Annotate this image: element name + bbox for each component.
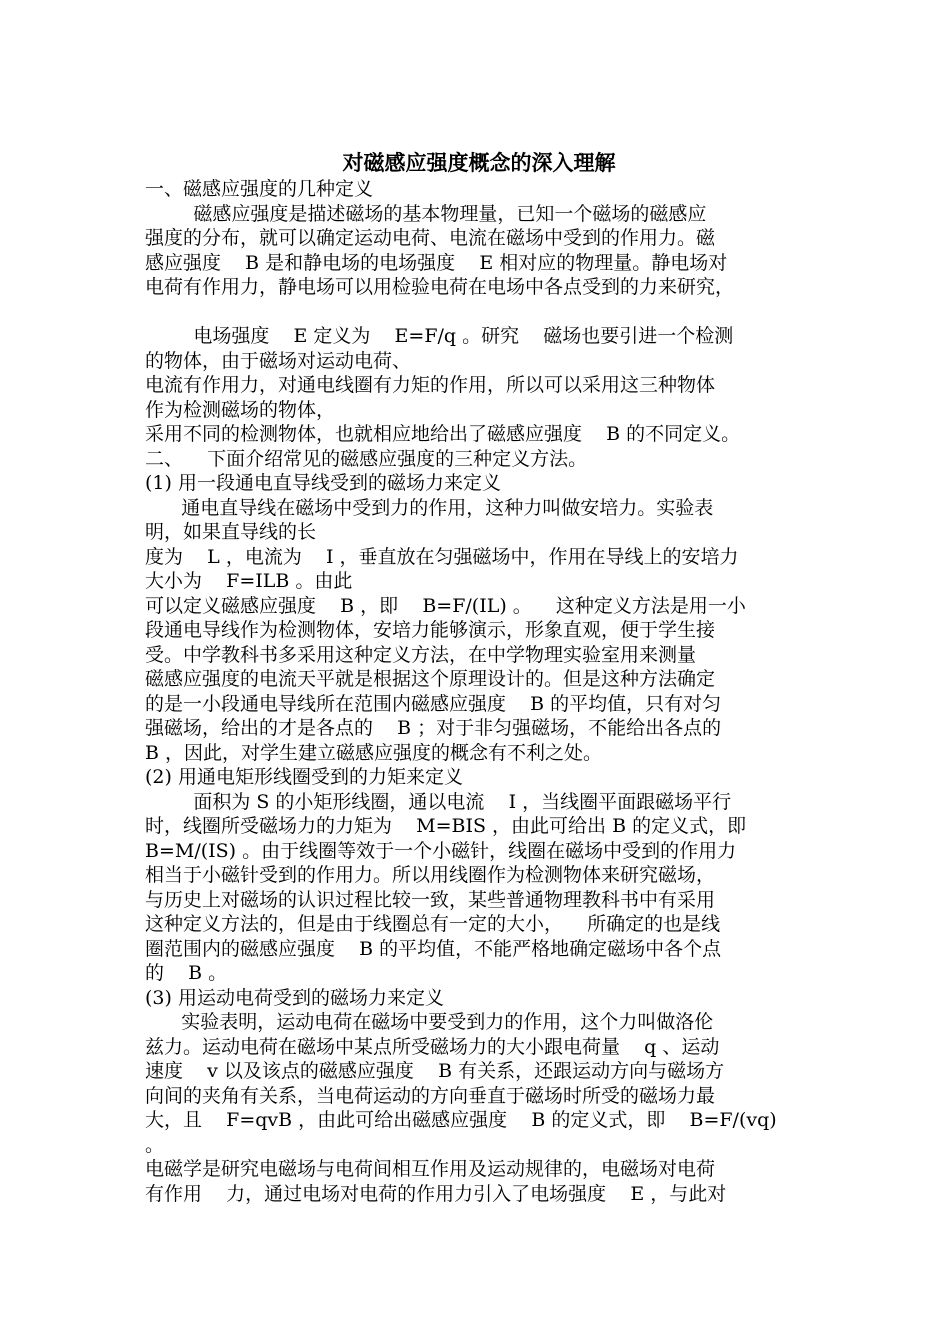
text-line: 相当于小磁针受到的作用力。所以用线圈作为检测物体来研究磁场，	[145, 864, 716, 886]
text-line: 度为 L ，电流为 I ，垂直放在匀强磁场中，作用在导线上的安培力	[145, 545, 739, 568]
text-line: 大小为 F=ILB 。由此	[145, 570, 353, 592]
text-line: 兹力。运动电荷在磁场中某点所受磁场力的大小跟电荷量 q 、运动	[145, 1035, 720, 1058]
text-line: 段通电导线作为检测物体，安培力能够演示，形象直观，便于学生接	[145, 619, 716, 641]
document-page	[145, 148, 813, 1206]
text-line: 磁感应强度的电流天平就是根据这个原理设计的。但是这种方法确定	[145, 668, 716, 690]
text-line: 一、磁感应强度的几种定义	[145, 178, 374, 200]
document-body	[145, 177, 813, 1206]
text-line: 可以定义磁感应强度 B ，即 B=F/(IL) 。 这种定义方法是用一小	[145, 594, 746, 617]
text-line: 时，线圈所受磁场力的力矩为 M=BIS ，由此可给出 B 的定义式，即	[145, 815, 747, 837]
text-line: 的 B 。	[145, 962, 228, 984]
text-line: 电流有作用力，对通电线圈有力矩的作用，所以可以采用这三种物体	[145, 374, 716, 396]
text-line: 电荷有作用力，静电场可以用检验电荷在电场中各点受到的力来研究，	[145, 276, 735, 298]
text-line: 的是一小段通电导线所在范围内磁感应强度 B 的平均值，只有对匀	[145, 692, 722, 715]
text-line	[145, 300, 813, 325]
text-line: 作为检测磁场的物体，	[145, 398, 336, 421]
text-line: 通电直导线在磁场中受到力的作用，这种力叫做安培力。实验表	[145, 496, 714, 519]
text-line: 大，且 F=qvB ，由此可给出磁感应强度 B 的定义式，即 B=F/(vq)	[145, 1109, 777, 1131]
text-line: 圈范围内的磁感应强度 B 的平均值，不能严格地确定磁场中各个点	[145, 937, 722, 960]
text-line: 有作用 力，通过电场对电荷的作用力引入了电场强度 E ，与此对	[145, 1182, 727, 1205]
text-line: 明，如果直导线的长	[145, 521, 317, 543]
text-line: 的物体，由于磁场对运动电荷、	[145, 349, 412, 372]
text-line: B=M/(IS) 。由于线圈等效于一个小磁针，线圈在磁场中受到的作用力	[145, 839, 737, 862]
text-line: 这种定义方法的，但是由于线圈总有一定的大小， 所确定的也是线	[145, 913, 721, 935]
text-line: 二、 下面介绍常见的磁感应强度的三种定义方法。	[145, 447, 588, 470]
text-line: 向间的夹角有关系，当电荷运动的方向垂直于磁场时所受的磁场力最	[145, 1084, 716, 1107]
text-line: 。	[145, 1133, 165, 1156]
text-line: 感应强度 B 是和静电场的电场强度 E 相对应的物理量。静电场对	[145, 251, 728, 274]
document-title: 对磁感应强度概念的深入理解	[342, 150, 616, 175]
text-line: 电磁学是研究电磁场与电荷间相互作用及运动规律的，电磁场对电荷	[145, 1158, 716, 1180]
text-line: (1) 用一段通电直导线受到的磁场力来定义	[145, 472, 501, 494]
text-line: (2) 用通电矩形线圈受到的力矩来定义	[145, 766, 463, 788]
text-line: 实验表明，运动电荷在磁场中要受到力的作用，这个力叫做洛伦	[145, 1011, 714, 1033]
text-line: 强磁场，给出的才是各点的 B ；对于非匀强磁场，不能给出各点的	[145, 717, 722, 739]
text-line: 采用不同的检测物体，也就相应地给出了磁感应强度 B 的不同定义。	[145, 423, 741, 445]
text-line: 磁感应强度是描述磁场的基本物理量，已知一个磁场的磁感应	[145, 202, 707, 225]
text-line: 速度 v 以及该点的磁感应强度 B 有关系，还跟运动方向与磁场方	[145, 1060, 725, 1082]
text-line: B ，因此，对学生建立磁感应强度的概念有不利之处。	[145, 741, 603, 764]
text-line: 受。中学教科书多采用这种定义方法，在中学物理实验室用来测量	[145, 643, 697, 666]
text-line: 强度的分布，就可以确定运动电荷、电流在磁场中受到的作用力。磁	[145, 227, 716, 249]
text-line: 与历史上对磁场的认识过程比较一致，某些普通物理教科书中有采用	[145, 888, 716, 911]
text-line: 面积为 S 的小矩形线圈，通以电流 I ，当线圈平面跟磁场平行	[145, 790, 732, 813]
text-line: (3) 用运动电荷受到的磁场力来定义	[145, 986, 444, 1009]
text-line: 电场强度 E 定义为 E=F/q 。研究 磁场也要引进一个检测	[145, 325, 734, 347]
